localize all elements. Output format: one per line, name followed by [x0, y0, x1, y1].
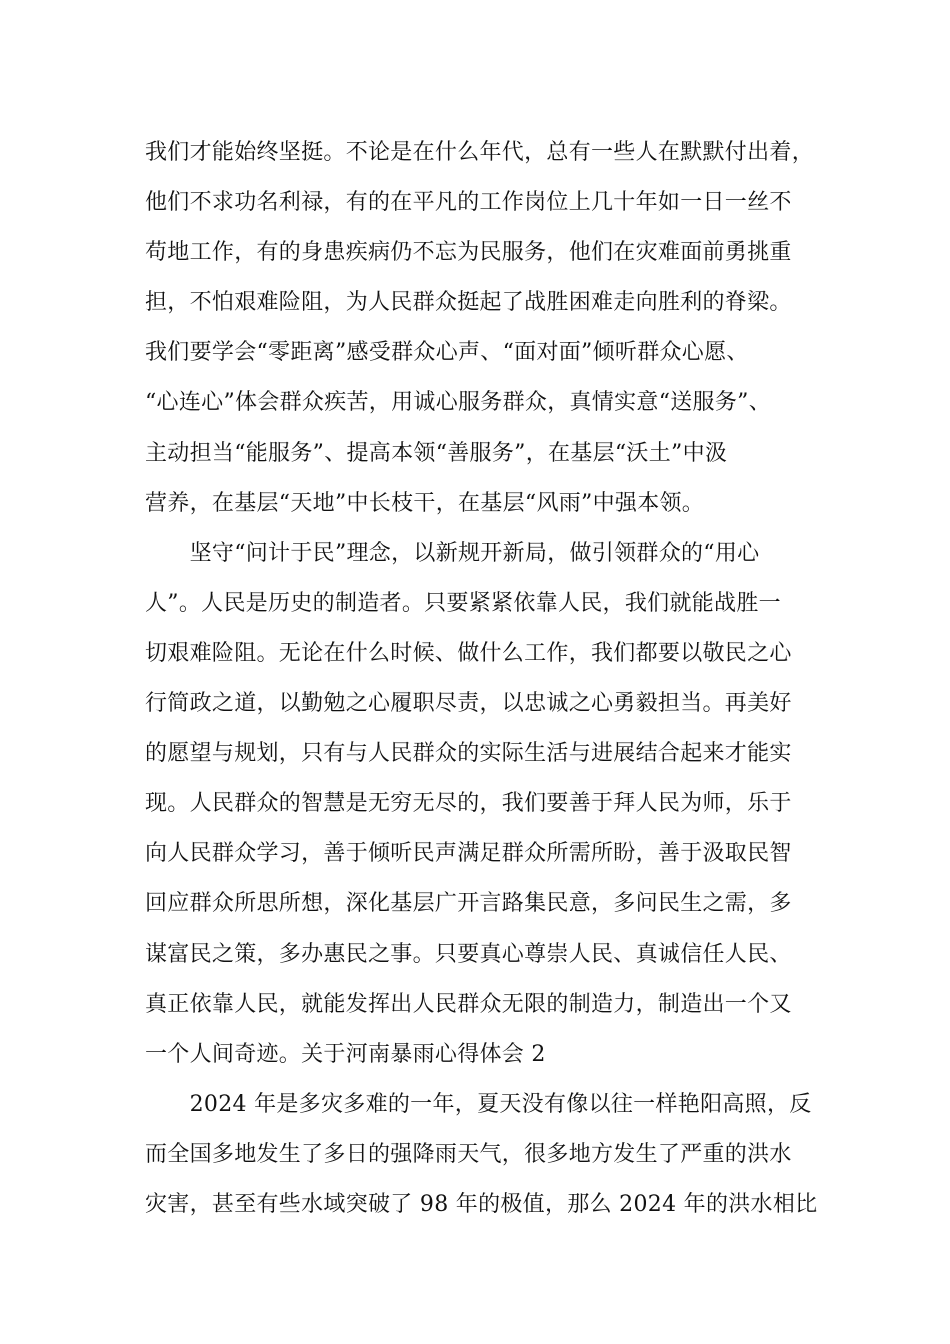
text-line: 人”。人民是历史的制造者。只要紧紧依靠人民，我们就能战胜一 [145, 590, 781, 616]
text-line: 切艰难险阻。无论在什么时候、做什么工作，我们都要以敬民之心 [145, 640, 792, 666]
text-line: 谋富民之策，多办惠民之事。只要真心尊崇人民、真诚信任人民、 [145, 941, 792, 967]
text-line: 苟地工作，有的身患疾病仍不忘为民服务，他们在灾难面前勇挑重 [145, 240, 792, 266]
text-line: 担，不怕艰难险阻，为人民群众挺起了战胜困难走向胜利的脊梁。 [145, 290, 792, 316]
paragraph-2 [145, 529, 815, 1080]
text-line: 而全国多地发生了多日的强降雨天气，很多地方发生了严重的洪水 [145, 1141, 792, 1167]
text-line: 行简政之道，以勤勉之心履职尽责，以忠诚之心勇毅担当。再美好 [145, 691, 792, 717]
text-line: 一个人间奇迹。关于河南暴雨心得体会 2 [145, 1041, 546, 1067]
text-line: 他们不求功名利禄，有的在平凡的工作岗位上几十年如一日一丝不 [145, 190, 792, 216]
document-body [145, 128, 818, 1230]
text-line: 灾害，甚至有些水域突破了 98 年的极值，那么 2024 年的洪水相比 [145, 1191, 818, 1217]
text-line: 主动担当“能服务”、提高本领“善服务”，在基层“沃土”中汲 [145, 440, 728, 466]
text-line: “心连心”体会群众疾苦，用诚心服务群众，真情实意“送服务”、 [145, 390, 771, 416]
text-line: 营养，在基层“天地”中长枝干，在基层“风雨”中强本领。 [145, 490, 705, 516]
text-line: 我们才能始终坚挺。不论是在什么年代，总有一些人在默默付出着， [145, 140, 815, 165]
text-line: 现。人民群众的智慧是无穷无尽的，我们要善于拜人民为师，乐于 [145, 791, 792, 817]
text-line: 真正依靠人民，就能发挥出人民群众无限的制造力，制造出一个又 [145, 991, 792, 1017]
paragraph-3 [145, 1080, 818, 1230]
text-line: 我们要学会“零距离”感受群众心声、“面对面”倾听群众心愿、 [145, 340, 749, 366]
text-line: 向人民群众学习，善于倾听民声满足群众所需所盼，善于汲取民智 [145, 841, 792, 867]
text-line: 的愿望与规划，只有与人民群众的实际生活与进展结合起来才能实 [145, 741, 792, 767]
paragraph-1 [145, 128, 815, 529]
text-line: 回应群众所思所想，深化基层广开言路集民意，多问民生之需，多 [145, 891, 792, 917]
text-line: 2024 年是多灾多难的一年，夏天没有像以往一样艳阳高照，反 [145, 1091, 812, 1117]
text-line: 坚守“问计于民”理念，以新规开新局，做引领群众的“用心 [145, 540, 760, 566]
